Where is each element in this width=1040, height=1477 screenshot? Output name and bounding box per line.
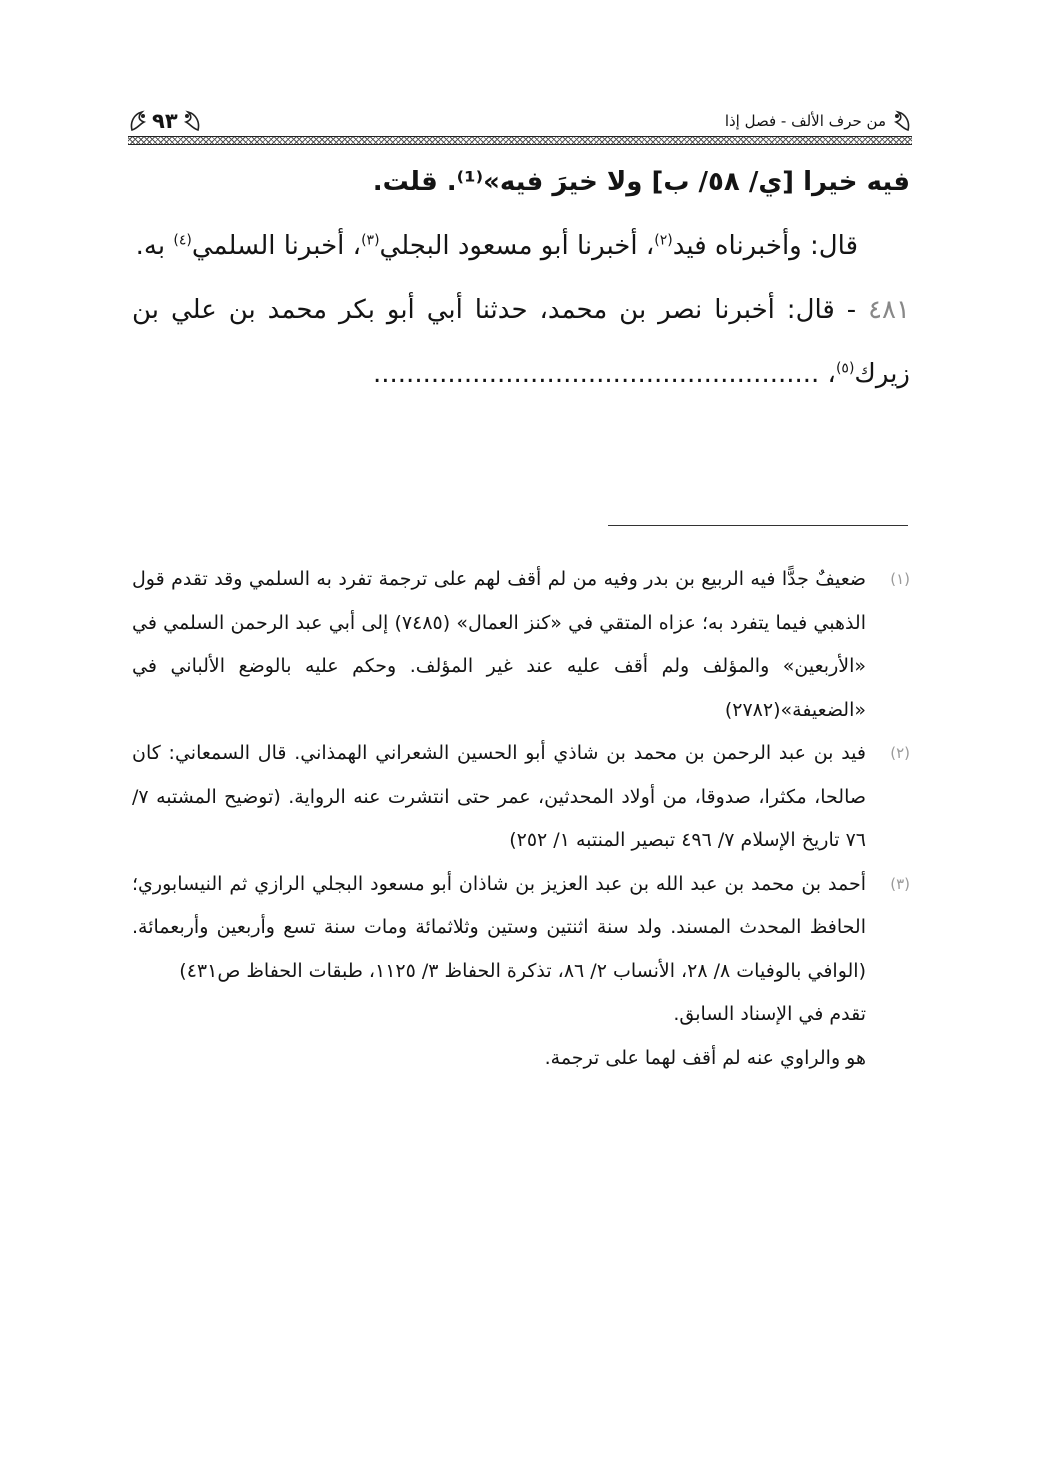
footnote-ref-3[interactable]: (٣) <box>361 232 380 249</box>
footnote-ref-4[interactable]: (٤) <box>173 232 192 249</box>
page-number-block <box>128 108 202 134</box>
main-text <box>132 150 910 406</box>
header-rule <box>128 136 912 145</box>
main-line-1: فيه خيرا [ي/ ٥٨/ ب] ولا خيرَ فيه»⁽¹⁾. قلت. <box>372 167 910 197</box>
p2-text-4: به. <box>135 231 174 261</box>
footnote-4 <box>132 993 910 1037</box>
p2-text-3: ، أخبرنا السلمي <box>191 231 362 261</box>
footnote-separator <box>608 525 908 526</box>
footnote-ref-2[interactable]: (٢) <box>654 232 673 249</box>
footnote-marker: (٢) <box>890 744 910 762</box>
footnotes-section <box>132 558 910 1080</box>
footnote-ref-5[interactable]: (٥) <box>835 360 855 377</box>
p2-text-1: قال: وأخبرناه فيد <box>672 231 858 261</box>
ellipsis-dots: ...................................................... <box>373 359 820 389</box>
footnote-5 <box>132 1037 910 1081</box>
p3-text-2: ، <box>819 359 836 389</box>
left-ornament-icon-2 <box>180 108 202 134</box>
footnote-text: تقدم في الإسناد السابق. <box>673 1003 866 1025</box>
p3-text-1: - قال: أخبرنا نصر بن محمد، حدثنا أبي أبو بكر محمد بن علي بن زيرك <box>132 295 910 389</box>
footnote-2 <box>132 732 910 863</box>
footnote-text: أحمد بن محمد بن عبد الله بن عبد العزيز بن شاذان أبو مسعود البجلي الرازي ثم النيسابوري؛ الحافظ المحدث المسند. ولد سنة اثنتين وستين وثلاثمائة ومات سنة تسع وأربعين وأربعمائة. (الوافي بالوفيات ٨/ ٢٨، الأنساب ٢/ ٨٦، تذكرة الحفاظ ٣/ ١١٢٥، طبقات الحفاظ ص٤٣١) <box>132 872 866 982</box>
left-ornament-icon <box>128 108 150 134</box>
footnote-marker: (١) <box>890 570 910 588</box>
p2-text-2: ، أخبرنا أبو مسعود البجلي <box>379 231 655 261</box>
footnote-1 <box>132 558 910 732</box>
running-title-block <box>721 108 912 134</box>
main-paragraph-2 <box>132 214 910 278</box>
footnote-3 <box>132 863 910 994</box>
page-header <box>128 104 912 144</box>
footnote-text: هو والراوي عنه لم أقف لهما على ترجمة. <box>544 1046 866 1069</box>
hadith-number: ٤٨١ <box>868 295 910 325</box>
page-number: ٩٣ <box>152 109 178 133</box>
footnote-text: فيد بن عبد الرحمن بن محمد بن شاذي أبو الحسين الشعراني الهمذاني. قال السمعاني: كان صالحا، مكثرا، صدوقا، من أولاد المحدثين، عمر حتى انتشرت عنه الرواية. (توضيح المشتبه ٧/ ٧٦ تاريخ الإسلام ٧/ ٤٩٦ تبصير المنتبه ١/ ٢٥٢) <box>132 742 866 851</box>
footnote-text: ضعيفٌ جدًّا فيه الربيع بن بدر وفيه من لم أقف لهم على ترجمة تفرد به السلمي وقد تقدم قول الذهبي فيما يتفرد به؛ عزاه المتقي في «كنز العمال» (٧٤٨٥) إلى أبي عبد الرحمن السلمي في «الأربعين» والمؤلف ولم أقف عليه عند غير المؤلف. وحكم عليه بالوضع الألباني في «الضعيفة»(٢٧٨٢) <box>132 568 867 721</box>
footnote-marker: (٣) <box>890 874 910 893</box>
running-title: من حرف الألف - فصل إذا <box>724 112 886 130</box>
right-ornament-icon <box>890 108 912 134</box>
main-paragraph-3 <box>132 278 910 406</box>
